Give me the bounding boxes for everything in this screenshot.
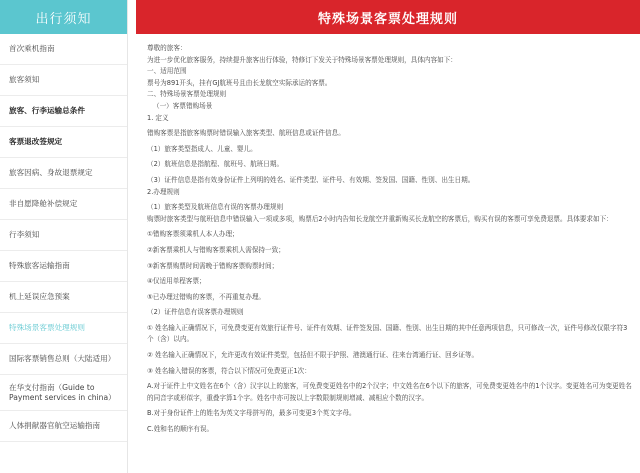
content-paragraph: A.对于证件上中文姓名在6个（含）汉字以上的旅客，可免费变更姓名中的2个汉字；中文姓名在6个以下的旅客，可免费变更姓名中的1个汉字。变更姓名可为变更姓名的同音字或形似字，重叠字算1个字。姓名中亦可按以上字数限制规则增减、减相应个数的汉字。: [147, 382, 632, 402]
sidebar-item[interactable]: 在华支付指南（Guide to Payment services in china）: [0, 375, 127, 411]
content-paragraph: 为进一步优化旅客服务，持续提升旅客出行体验，特修订下发关于特殊场景客票处理规则，具体内容如下：: [147, 55, 457, 64]
content-paragraph: （2）证件信息有误客票办理规则: [147, 308, 244, 317]
sidebar-item[interactable]: 客票退改签规定: [0, 127, 127, 158]
sidebar-item[interactable]: 人体捐献器官航空运输指南: [0, 411, 127, 442]
content-paragraph: 错购客票是指旅客购票时错误输入旅客类型、航班信息或证件信息。: [147, 129, 345, 138]
content-paragraph: ③新客票购票时间需晚于错购客票购票时间；: [147, 261, 279, 270]
content-paragraph: （1）旅客类型及航班信息有误的客票办理规则: [147, 203, 284, 212]
content-paragraph: B.对于身份证件上的姓名为英文字母拼写的，最多可变更3个英文字母。: [147, 409, 356, 418]
content-paragraph: 1. 定义: [147, 113, 169, 122]
page-title: 特殊场景客票处理规则: [136, 0, 640, 34]
content-paragraph: 票号为891开头，挂有GJ航班号且由长龙航空实际承运的客票。: [147, 78, 332, 87]
content-paragraph: 尊敬的旅客：: [147, 44, 187, 52]
content-paragraph: （3）证件信息是指有效身份证件上列明的姓名、证件类型、证件号、有效期、签发国、国籍、性别、出生日期。: [147, 175, 475, 184]
content-paragraph: ④仅适用单程客票；: [147, 277, 206, 286]
sidebar-item[interactable]: 旅客、行李运输总条件: [0, 96, 127, 127]
sidebar-item[interactable]: 旅客须知: [0, 65, 127, 96]
article-content: [136, 34, 640, 436]
content-paragraph: C.姓和名的顺序有误。: [147, 425, 214, 434]
content-paragraph: ①错购客票须乘机人本人办理；: [147, 230, 239, 239]
content-paragraph: （2）航班信息是指航程、航班号、航班日期。: [147, 160, 284, 169]
sidebar-list: [0, 34, 127, 442]
content-paragraph: 一、适用范围: [147, 67, 187, 76]
sidebar: [0, 0, 128, 473]
sidebar-title: 出行须知: [0, 0, 127, 34]
content-paragraph: ① 姓名输入正确情况下，可免费变更有效旅行证件号、证件有效期、证件签发国、国籍、性别、出生日期的其中任意两项信息，只可修改一次，证件号修改仅限字符3个（含）以内。: [147, 323, 628, 344]
sidebar-item[interactable]: 特殊场景客票处理规则: [0, 313, 127, 344]
sidebar-item[interactable]: 首次乘机指南: [0, 34, 127, 65]
sidebar-item[interactable]: 旅客因病、身故退票规定: [0, 158, 127, 189]
sidebar-item[interactable]: 非自愿降舱补偿规定: [0, 189, 127, 220]
sidebar-item[interactable]: 特殊旅客运输指南: [0, 251, 127, 282]
content-paragraph: （一）客票错购场景: [153, 101, 213, 110]
content-paragraph: （1）旅客类型指成人、儿童、婴儿。: [147, 144, 257, 153]
sidebar-item[interactable]: 国际客票销售总则（大陆适用）: [0, 344, 127, 375]
sidebar-item[interactable]: 机上延误应急预案: [0, 282, 127, 313]
content-paragraph: ③ 姓名输入错误的客票，符合以下情况可免费更正1次：: [147, 366, 311, 375]
content-paragraph: 2.办理规则: [147, 187, 180, 196]
content-paragraph: ②新客票乘机人与错购客票乘机人需保持一致；: [147, 245, 285, 254]
content-paragraph: 二、特殊场景客票处理规则: [147, 90, 227, 99]
content-paragraph: ② 姓名输入正确情况下，允许更改有效证件类型，包括但不限于护照、港澳通行证、往来台湾通行证、回乡证等。: [147, 351, 479, 360]
main-panel: [136, 0, 640, 473]
sidebar-item[interactable]: 行李须知: [0, 220, 127, 251]
content-paragraph: ⑤已办理过错购的客票，不再重复办理。: [147, 292, 266, 301]
content-paragraph: 购票时旅客类型与航班信息中错误输入一项或多项，购票后2小时内告知长龙航空并重新购买长龙航空的客票后，购买有误的客票可享免费退票。具体要求如下：: [147, 214, 613, 223]
